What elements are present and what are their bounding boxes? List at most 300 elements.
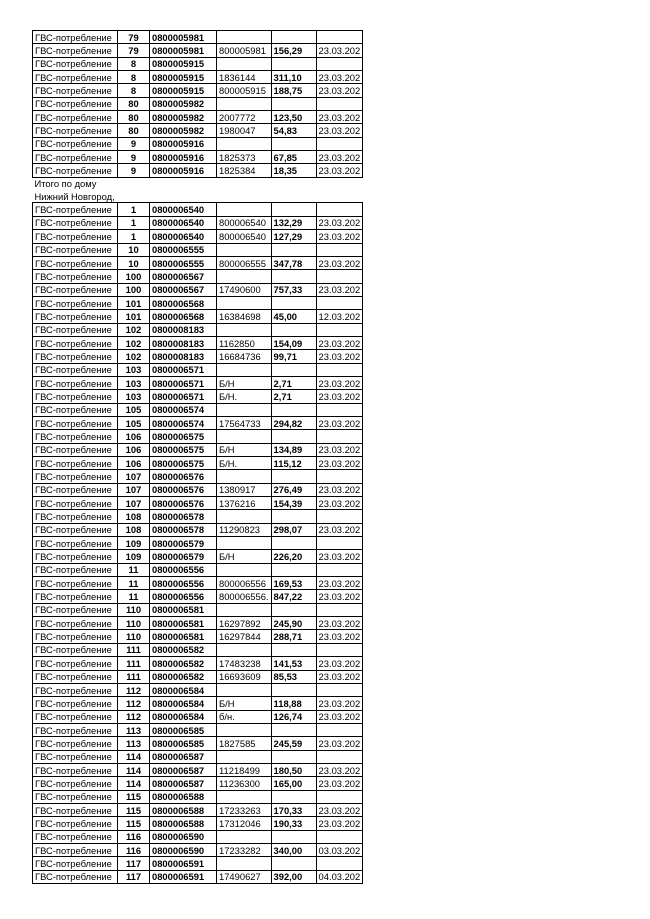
- reading-value-cell: 132,29: [271, 216, 316, 229]
- reading-value-cell: 298,07: [271, 523, 316, 536]
- service-type-cell: ГВС-потребление: [33, 363, 118, 376]
- reading-date-cell: 23.03.202: [316, 590, 363, 603]
- reading-value-cell: 288,71: [271, 630, 316, 643]
- meter-number-cell: 16297892: [217, 617, 272, 630]
- reading-value-cell: 190,33: [271, 817, 316, 830]
- service-type-cell: ГВС-потребление: [33, 803, 118, 816]
- reading-value-cell: [271, 296, 316, 309]
- meter-number-cell: Б/Н: [217, 443, 272, 456]
- reading-value-cell: [271, 563, 316, 576]
- table-row: [33, 790, 363, 803]
- reading-date-cell: [316, 723, 363, 736]
- reading-value-cell: [271, 270, 316, 283]
- section-label-row: [33, 190, 363, 203]
- meter-number-cell: [217, 470, 272, 483]
- apartment-number-cell: 102: [118, 350, 150, 363]
- apartment-number-cell: 1: [118, 230, 150, 243]
- readings-table-body: [33, 31, 363, 884]
- meter-number-cell: [217, 643, 272, 656]
- reading-date-cell: [316, 857, 363, 870]
- reading-date-cell: 23.03.202: [316, 71, 363, 84]
- empty-cell: [271, 177, 316, 190]
- reading-date-cell: 03.03.202: [316, 843, 363, 856]
- reading-value-cell: 180,50: [271, 763, 316, 776]
- meter-number-cell: 1836144: [217, 71, 272, 84]
- reading-value-cell: 67,85: [271, 151, 316, 164]
- apartment-number-cell: 103: [118, 390, 150, 403]
- apartment-number-cell: 107: [118, 483, 150, 496]
- table-row: [33, 376, 363, 389]
- reading-date-cell: [316, 563, 363, 576]
- apartment-number-cell: 102: [118, 336, 150, 349]
- reading-value-cell: 134,89: [271, 443, 316, 456]
- table-row: [33, 443, 363, 456]
- account-number-cell: 0800006567: [150, 283, 217, 296]
- reading-date-cell: [316, 430, 363, 443]
- service-type-cell: ГВС-потребление: [33, 790, 118, 803]
- service-type-cell: ГВС-потребление: [33, 563, 118, 576]
- meter-number-cell: [217, 296, 272, 309]
- meter-number-cell: [217, 363, 272, 376]
- table-row: [33, 350, 363, 363]
- apartment-number-cell: 8: [118, 84, 150, 97]
- reading-date-cell: [316, 403, 363, 416]
- reading-date-cell: 23.03.202: [316, 151, 363, 164]
- service-type-cell: ГВС-потребление: [33, 430, 118, 443]
- reading-date-cell: 23.03.202: [316, 256, 363, 269]
- table-row: [33, 697, 363, 710]
- reading-date-cell: 04.03.202: [316, 870, 363, 883]
- apartment-number-cell: 105: [118, 403, 150, 416]
- table-row: [33, 336, 363, 349]
- service-type-cell: ГВС-потребление: [33, 523, 118, 536]
- table-row: [33, 523, 363, 536]
- reading-value-cell: [271, 537, 316, 550]
- reading-value-cell: 154,39: [271, 497, 316, 510]
- reading-date-cell: [316, 470, 363, 483]
- account-number-cell: 0800006556: [150, 563, 217, 576]
- apartment-number-cell: 110: [118, 617, 150, 630]
- service-type-cell: ГВС-потребление: [33, 31, 118, 44]
- empty-cell: [316, 177, 363, 190]
- account-number-cell: 0800006576: [150, 497, 217, 510]
- account-number-cell: 0800006582: [150, 643, 217, 656]
- table-row: [33, 84, 363, 97]
- reading-date-cell: 23.03.202: [316, 164, 363, 177]
- account-number-cell: 0800006581: [150, 603, 217, 616]
- reading-date-cell: 23.03.202: [316, 283, 363, 296]
- reading-value-cell: [271, 243, 316, 256]
- apartment-number-cell: 101: [118, 296, 150, 309]
- service-type-cell: ГВС-потребление: [33, 537, 118, 550]
- meter-number-cell: 11218499: [217, 763, 272, 776]
- table-row: [33, 124, 363, 137]
- reading-value-cell: [271, 323, 316, 336]
- meter-number-cell: [217, 97, 272, 110]
- meter-number-cell: 800006555: [217, 256, 272, 269]
- reading-value-cell: 847,22: [271, 590, 316, 603]
- reading-date-cell: 23.03.202: [316, 336, 363, 349]
- apartment-number-cell: 80: [118, 111, 150, 124]
- apartment-number-cell: 110: [118, 603, 150, 616]
- table-row: [33, 230, 363, 243]
- account-number-cell: 0800006571: [150, 390, 217, 403]
- service-type-cell: ГВС-потребление: [33, 550, 118, 563]
- reading-value-cell: [271, 603, 316, 616]
- account-number-cell: 0800006540: [150, 216, 217, 229]
- meter-number-cell: 800005981: [217, 44, 272, 57]
- reading-date-cell: [316, 243, 363, 256]
- account-number-cell: 0800006581: [150, 617, 217, 630]
- apartment-number-cell: 100: [118, 283, 150, 296]
- service-type-cell: ГВС-потребление: [33, 390, 118, 403]
- meter-number-cell: [217, 31, 272, 44]
- section-label: Нижний Новгород,: [34, 190, 115, 202]
- meter-number-cell: 11290823: [217, 523, 272, 536]
- account-number-cell: 0800006568: [150, 296, 217, 309]
- reading-date-cell: [316, 790, 363, 803]
- table-row: [33, 137, 363, 150]
- account-number-cell: 0800008183: [150, 350, 217, 363]
- service-type-cell: ГВС-потребление: [33, 843, 118, 856]
- service-type-cell: ГВС-потребление: [33, 670, 118, 683]
- reading-date-cell: [316, 363, 363, 376]
- section-label-row: [33, 177, 363, 190]
- reading-date-cell: 23.03.202: [316, 630, 363, 643]
- service-type-cell: ГВС-потребление: [33, 230, 118, 243]
- account-number-cell: 0800006585: [150, 737, 217, 750]
- account-number-cell: 0800006584: [150, 697, 217, 710]
- reading-value-cell: 245,90: [271, 617, 316, 630]
- meter-number-cell: [217, 857, 272, 870]
- meter-number-cell: 17490600: [217, 283, 272, 296]
- table-row: [33, 777, 363, 790]
- table-row: [33, 497, 363, 510]
- meter-number-cell: 16693609: [217, 670, 272, 683]
- table-row: [33, 256, 363, 269]
- reading-date-cell: 23.03.202: [316, 670, 363, 683]
- apartment-number-cell: 8: [118, 71, 150, 84]
- table-row: [33, 630, 363, 643]
- account-number-cell: 0800005981: [150, 31, 217, 44]
- reading-date-cell: 23.03.202: [316, 763, 363, 776]
- service-type-cell: ГВС-потребление: [33, 723, 118, 736]
- meter-number-cell: 17564733: [217, 416, 272, 429]
- service-type-cell: ГВС-потребление: [33, 270, 118, 283]
- service-type-cell: ГВС-потребление: [33, 283, 118, 296]
- service-type-cell: ГВС-потребление: [33, 817, 118, 830]
- table-row: [33, 737, 363, 750]
- reading-date-cell: 23.03.202: [316, 350, 363, 363]
- meter-number-cell: 1162850: [217, 336, 272, 349]
- account-number-cell: 0800008183: [150, 323, 217, 336]
- account-number-cell: 0800006567: [150, 270, 217, 283]
- reading-date-cell: 23.03.202: [316, 737, 363, 750]
- meter-number-cell: 1376216: [217, 497, 272, 510]
- account-number-cell: 0800006575: [150, 443, 217, 456]
- meter-number-cell: 800006556: [217, 577, 272, 590]
- account-number-cell: 0800005982: [150, 111, 217, 124]
- reading-value-cell: 311,10: [271, 71, 316, 84]
- reading-value-cell: 127,29: [271, 230, 316, 243]
- table-row: [33, 403, 363, 416]
- service-type-cell: ГВС-потребление: [33, 617, 118, 630]
- apartment-number-cell: 115: [118, 803, 150, 816]
- reading-value-cell: 154,09: [271, 336, 316, 349]
- service-type-cell: ГВС-потребление: [33, 203, 118, 216]
- meter-number-cell: 1825384: [217, 164, 272, 177]
- account-number-cell: 0800006574: [150, 403, 217, 416]
- account-number-cell: 0800006588: [150, 790, 217, 803]
- table-row: [33, 270, 363, 283]
- reading-value-cell: 99,71: [271, 350, 316, 363]
- apartment-number-cell: 114: [118, 777, 150, 790]
- service-type-cell: ГВС-потребление: [33, 510, 118, 523]
- table-row: [33, 31, 363, 44]
- reading-date-cell: [316, 603, 363, 616]
- account-number-cell: 0800006584: [150, 710, 217, 723]
- apartment-number-cell: 112: [118, 697, 150, 710]
- reading-value-cell: [271, 430, 316, 443]
- reading-value-cell: 165,00: [271, 777, 316, 790]
- apartment-number-cell: 116: [118, 843, 150, 856]
- reading-date-cell: 23.03.202: [316, 617, 363, 630]
- reading-value-cell: 54,83: [271, 124, 316, 137]
- reading-date-cell: 23.03.202: [316, 124, 363, 137]
- apartment-number-cell: 102: [118, 323, 150, 336]
- table-row: [33, 216, 363, 229]
- account-number-cell: 0800006587: [150, 777, 217, 790]
- reading-value-cell: 170,33: [271, 803, 316, 816]
- account-number-cell: 0800005915: [150, 71, 217, 84]
- meter-number-cell: 17233263: [217, 803, 272, 816]
- table-row: [33, 603, 363, 616]
- apartment-number-cell: 106: [118, 457, 150, 470]
- apartment-number-cell: 1: [118, 203, 150, 216]
- apartment-number-cell: 10: [118, 256, 150, 269]
- reading-value-cell: [271, 203, 316, 216]
- table-row: [33, 483, 363, 496]
- apartment-number-cell: 107: [118, 497, 150, 510]
- empty-cell: [118, 190, 150, 203]
- apartment-number-cell: 10: [118, 243, 150, 256]
- service-type-cell: ГВС-потребление: [33, 443, 118, 456]
- reading-value-cell: 757,33: [271, 283, 316, 296]
- reading-date-cell: [316, 683, 363, 696]
- service-type-cell: ГВС-потребление: [33, 590, 118, 603]
- reading-value-cell: 226,20: [271, 550, 316, 563]
- table-row: [33, 296, 363, 309]
- meter-number-cell: [217, 323, 272, 336]
- account-number-cell: 0800006588: [150, 817, 217, 830]
- account-number-cell: 0800005916: [150, 137, 217, 150]
- apartment-number-cell: 1: [118, 216, 150, 229]
- apartment-number-cell: 115: [118, 790, 150, 803]
- service-type-cell: ГВС-потребление: [33, 403, 118, 416]
- table-row: [33, 550, 363, 563]
- apartment-number-cell: 112: [118, 683, 150, 696]
- account-number-cell: 0800006556: [150, 590, 217, 603]
- meter-number-cell: 1825373: [217, 151, 272, 164]
- service-type-cell: ГВС-потребление: [33, 124, 118, 137]
- table-row: [33, 763, 363, 776]
- account-number-cell: 0800005981: [150, 44, 217, 57]
- account-number-cell: 0800006590: [150, 830, 217, 843]
- meter-number-cell: [217, 403, 272, 416]
- apartment-number-cell: 79: [118, 44, 150, 57]
- service-type-cell: ГВС-потребление: [33, 483, 118, 496]
- reading-date-cell: [316, 57, 363, 70]
- service-type-cell: ГВС-потребление: [33, 603, 118, 616]
- reading-date-cell: 23.03.202: [316, 443, 363, 456]
- empty-cell: [217, 177, 272, 190]
- meter-number-cell: 800006540: [217, 216, 272, 229]
- table-row: [33, 310, 363, 323]
- reading-value-cell: [271, 57, 316, 70]
- service-type-cell: ГВС-потребление: [33, 243, 118, 256]
- account-number-cell: 0800006585: [150, 723, 217, 736]
- table-row: [33, 164, 363, 177]
- reading-value-cell: 276,49: [271, 483, 316, 496]
- reading-value-cell: [271, 363, 316, 376]
- apartment-number-cell: 11: [118, 563, 150, 576]
- table-row: [33, 416, 363, 429]
- service-type-cell: ГВС-потребление: [33, 763, 118, 776]
- reading-value-cell: [271, 683, 316, 696]
- service-type-cell: ГВС-потребление: [33, 97, 118, 110]
- section-label: Итого по дому: [34, 178, 97, 190]
- meter-number-cell: [217, 243, 272, 256]
- reading-date-cell: 23.03.202: [316, 390, 363, 403]
- apartment-number-cell: 113: [118, 737, 150, 750]
- meter-number-cell: [217, 57, 272, 70]
- service-type-cell: ГВС-потребление: [33, 310, 118, 323]
- reading-value-cell: 2,71: [271, 376, 316, 389]
- reading-date-cell: 23.03.202: [316, 457, 363, 470]
- service-type-cell: ГВС-потребление: [33, 870, 118, 883]
- reading-value-cell: [271, 790, 316, 803]
- reading-value-cell: 392,00: [271, 870, 316, 883]
- apartment-number-cell: 9: [118, 137, 150, 150]
- reading-date-cell: 23.03.202: [316, 416, 363, 429]
- meter-number-cell: 16297844: [217, 630, 272, 643]
- service-type-cell: ГВС-потребление: [33, 643, 118, 656]
- meter-number-cell: Б/Н: [217, 550, 272, 563]
- apartment-number-cell: 100: [118, 270, 150, 283]
- reading-value-cell: 118,88: [271, 697, 316, 710]
- apartment-number-cell: 11: [118, 577, 150, 590]
- table-row: [33, 657, 363, 670]
- reading-date-cell: 12.03.202: [316, 310, 363, 323]
- table-row: [33, 470, 363, 483]
- meter-number-cell: 1980047: [217, 124, 272, 137]
- reading-date-cell: [316, 31, 363, 44]
- account-number-cell: 0800006584: [150, 683, 217, 696]
- table-row: [33, 683, 363, 696]
- meter-number-cell: 16684736: [217, 350, 272, 363]
- service-type-cell: ГВС-потребление: [33, 216, 118, 229]
- service-type-cell: ГВС-потребление: [33, 376, 118, 389]
- meter-number-cell: б/н.: [217, 710, 272, 723]
- empty-cell: [150, 177, 217, 190]
- meter-number-cell: [217, 203, 272, 216]
- service-type-cell: ГВС-потребление: [33, 577, 118, 590]
- meter-number-cell: [217, 510, 272, 523]
- account-number-cell: 0800005982: [150, 97, 217, 110]
- reading-date-cell: 23.03.202: [316, 483, 363, 496]
- service-type-cell: ГВС-потребление: [33, 44, 118, 57]
- service-type-cell: ГВС-потребление: [33, 737, 118, 750]
- meter-number-cell: 16384698: [217, 310, 272, 323]
- reading-value-cell: [271, 643, 316, 656]
- empty-cell: [316, 190, 363, 203]
- account-number-cell: 0800006568: [150, 310, 217, 323]
- table-row: [33, 510, 363, 523]
- reading-value-cell: [271, 723, 316, 736]
- service-type-cell: ГВС-потребление: [33, 336, 118, 349]
- meter-number-cell: [217, 603, 272, 616]
- reading-value-cell: 245,59: [271, 737, 316, 750]
- service-type-cell: ГВС-потребление: [33, 71, 118, 84]
- table-row: [33, 203, 363, 216]
- apartment-number-cell: 117: [118, 857, 150, 870]
- apartment-number-cell: 106: [118, 430, 150, 443]
- account-number-cell: 0800006591: [150, 857, 217, 870]
- reading-value-cell: 141,53: [271, 657, 316, 670]
- meter-number-cell: 17490627: [217, 870, 272, 883]
- table-row: [33, 57, 363, 70]
- apartment-number-cell: 114: [118, 750, 150, 763]
- account-number-cell: 0800006555: [150, 243, 217, 256]
- service-type-cell: ГВС-потребление: [33, 57, 118, 70]
- reading-value-cell: [271, 510, 316, 523]
- reading-date-cell: 23.03.202: [316, 777, 363, 790]
- apartment-number-cell: 9: [118, 164, 150, 177]
- meter-number-cell: Б/Н: [217, 376, 272, 389]
- account-number-cell: 0800005982: [150, 124, 217, 137]
- account-number-cell: 0800006555: [150, 256, 217, 269]
- account-number-cell: 0800006571: [150, 376, 217, 389]
- reading-value-cell: 169,53: [271, 577, 316, 590]
- meter-number-cell: [217, 790, 272, 803]
- reading-date-cell: 23.03.202: [316, 84, 363, 97]
- reading-value-cell: 18,35: [271, 164, 316, 177]
- apartment-number-cell: 112: [118, 710, 150, 723]
- apartment-number-cell: 106: [118, 443, 150, 456]
- meter-number-cell: 1827585: [217, 737, 272, 750]
- reading-date-cell: 23.03.202: [316, 817, 363, 830]
- account-number-cell: 0800006575: [150, 457, 217, 470]
- service-type-cell: ГВС-потребление: [33, 777, 118, 790]
- reading-date-cell: 23.03.202: [316, 577, 363, 590]
- table-row: [33, 44, 363, 57]
- account-number-cell: 0800006582: [150, 657, 217, 670]
- meter-number-cell: [217, 830, 272, 843]
- table-row: [33, 457, 363, 470]
- table-row: [33, 390, 363, 403]
- reading-value-cell: 85,53: [271, 670, 316, 683]
- meter-number-cell: [217, 563, 272, 576]
- account-number-cell: 0800006587: [150, 763, 217, 776]
- meter-number-cell: 17312046: [217, 817, 272, 830]
- account-number-cell: 0800006581: [150, 630, 217, 643]
- account-number-cell: 0800006578: [150, 523, 217, 536]
- table-row: [33, 843, 363, 856]
- empty-cell: [271, 190, 316, 203]
- reading-value-cell: 115,12: [271, 457, 316, 470]
- reading-date-cell: 23.03.202: [316, 523, 363, 536]
- meter-number-cell: [217, 750, 272, 763]
